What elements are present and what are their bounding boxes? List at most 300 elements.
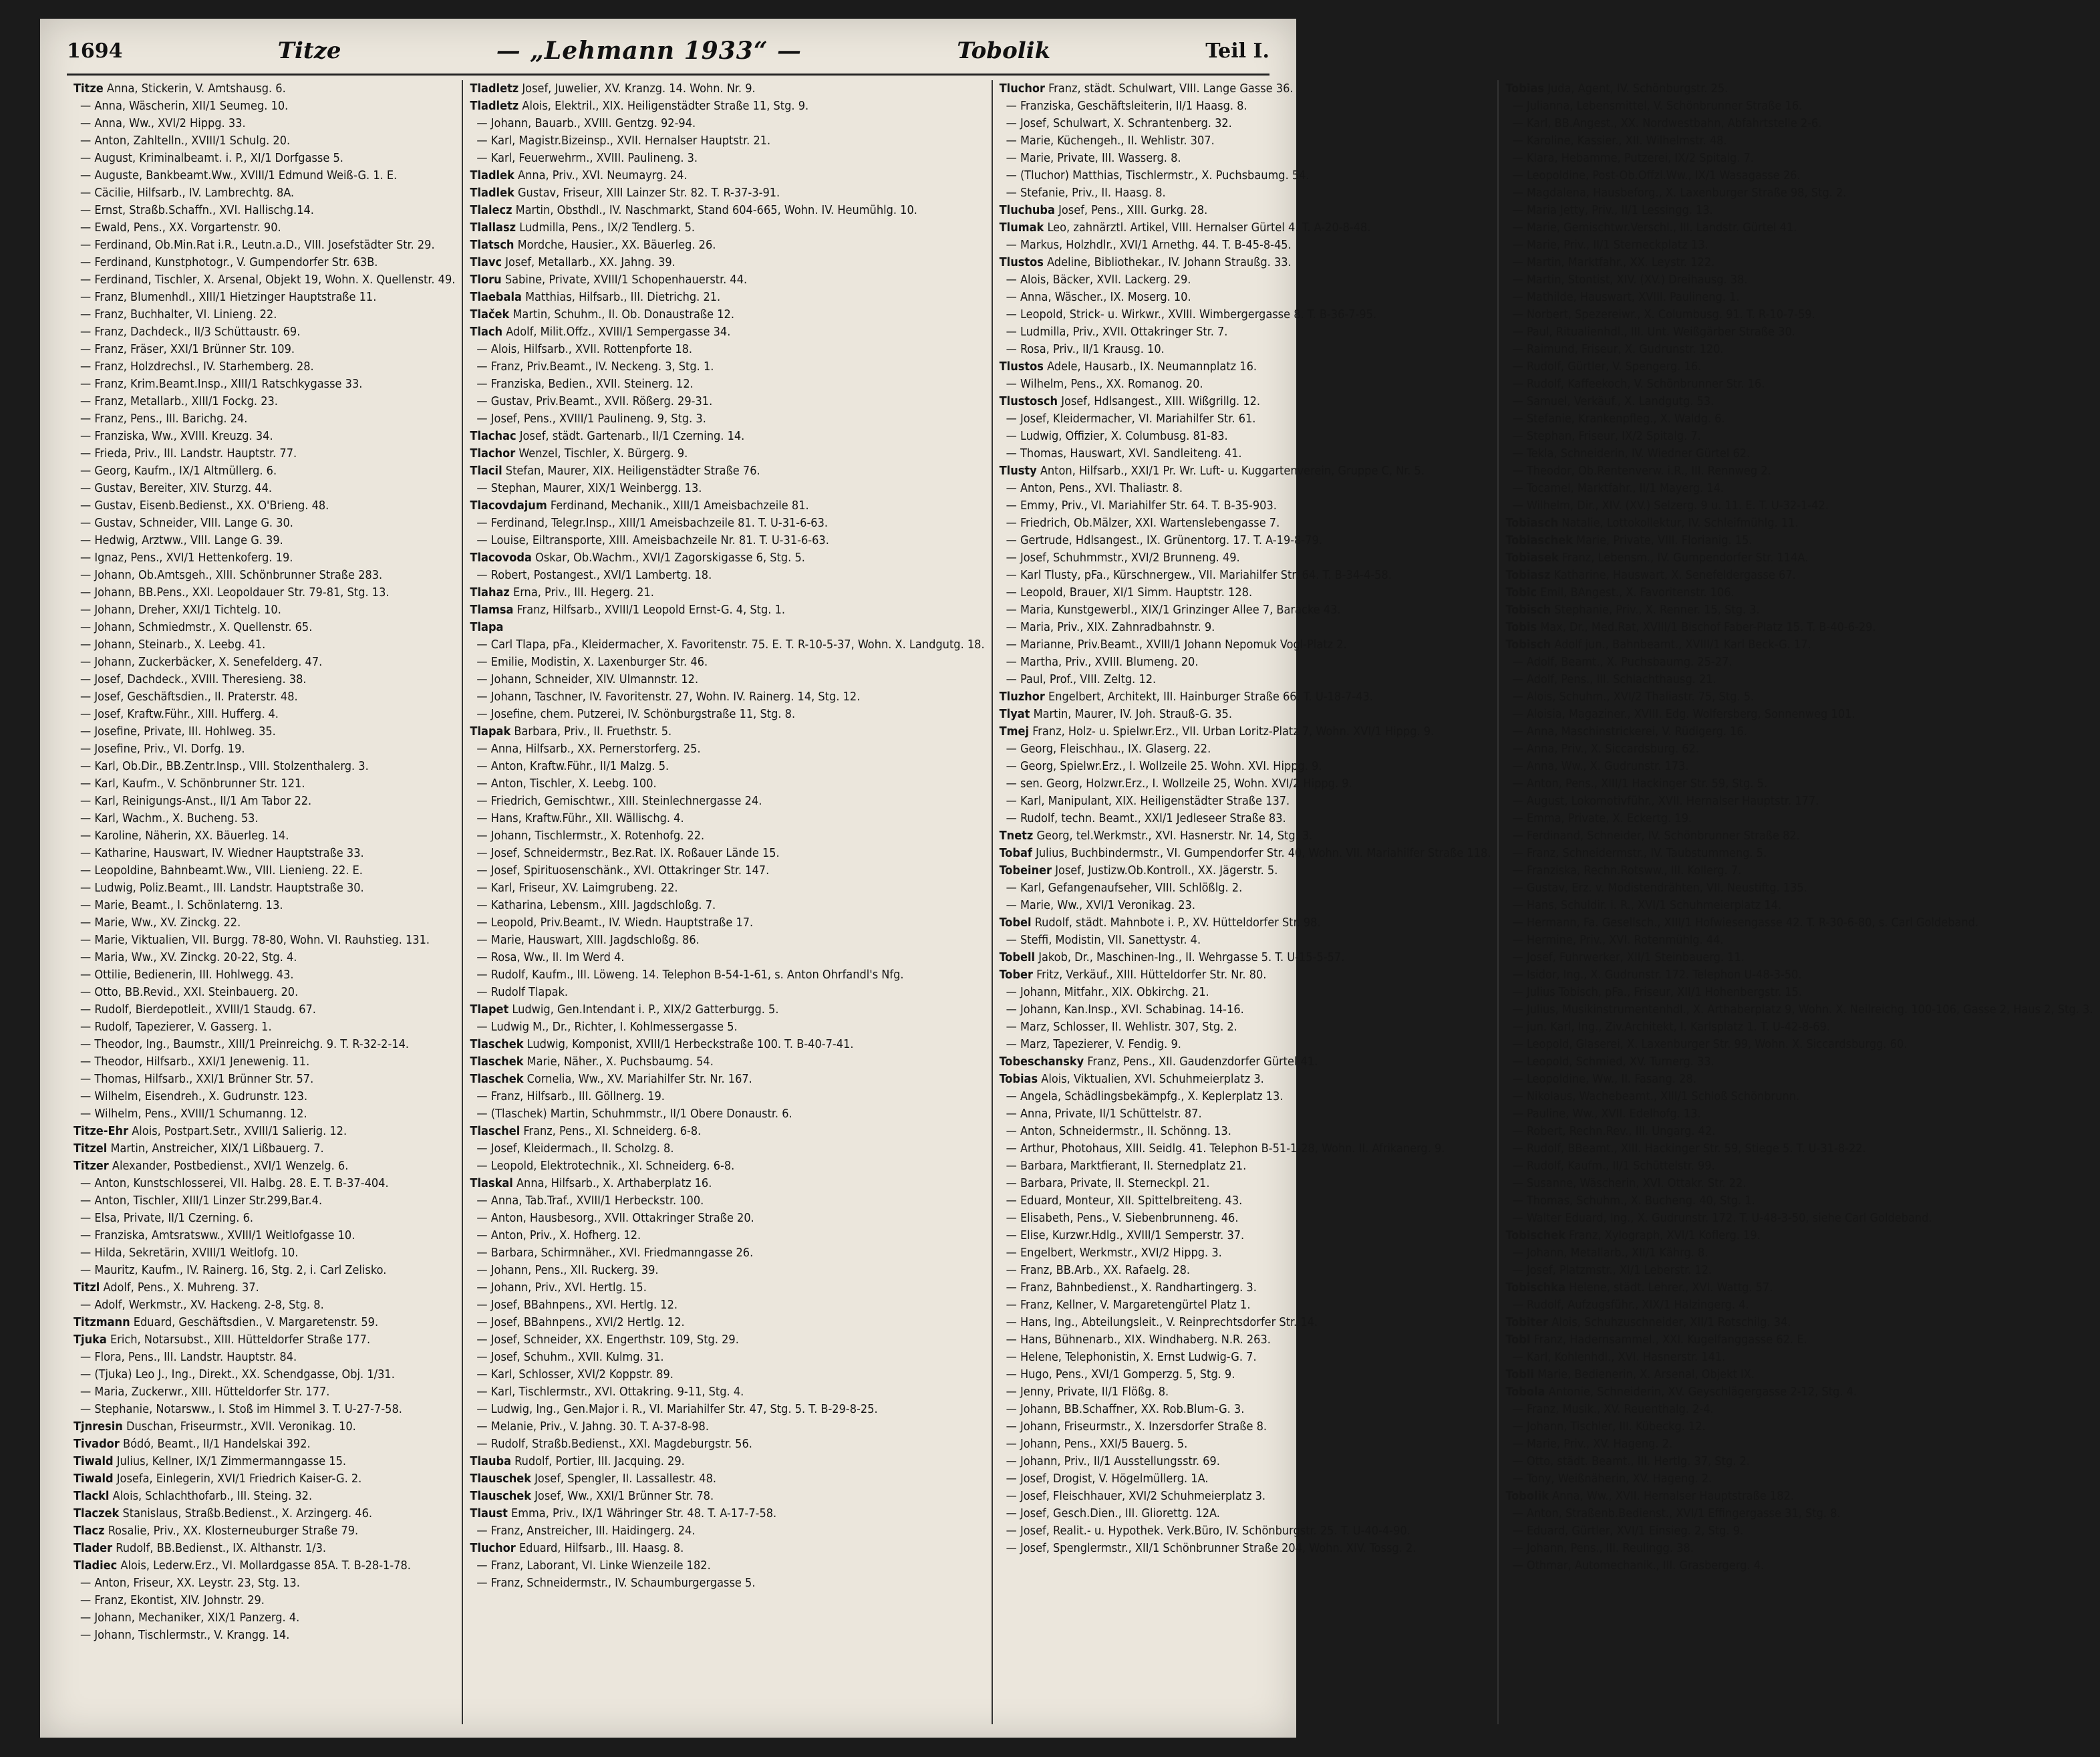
directory-entry [1505,1053,2093,1071]
directory-entry [470,98,984,115]
directory-entry [1505,949,2093,966]
directory-entry [73,1140,455,1158]
entry-text: — Wilhelm, Pens., XX. Romanog. 20. [1006,377,1203,391]
entry-text: Franz, Hilfsarb., XVIII/1 Leopold Ernst-G. 4, Stg. 1. [516,603,786,617]
entry-text: — Josef, Gesch.Dien., III. Gliorettg. 12A. [1006,1506,1220,1520]
directory-entry [1505,289,2093,306]
entry-surname: Tlacovdajum [470,499,547,513]
entry-surname: Tivador [73,1437,120,1451]
entry-surname: Titzel [73,1141,108,1156]
directory-entry [1505,202,2093,219]
entry-text: Gustav, Friseur, XIII Lainzer Str. 82. T. R-37-3-91. [518,186,780,200]
entry-text: Bódó, Beamt., II/1 Handelskai 392. [122,1437,311,1451]
entry-text: — Robert, Rechn.Rev., III. Ungarg. 42. [1512,1124,1716,1138]
directory-entry [1000,636,1491,654]
directory-entry [1000,393,1491,410]
entry-text: Marie, Näher., X. Puchsbaumg. 54. [527,1055,714,1069]
directory-entry [73,949,455,966]
entry-text: — Josef, BBahnpens., XVI/2 Hertlg. 12. [476,1315,685,1329]
entry-text: — Karl, Kaufm., V. Schönbrunner Str. 121. [80,777,305,791]
entry-surname: Tlusty [999,464,1037,478]
directory-entry [1505,1401,2093,1418]
directory-entry [73,1227,455,1244]
entry-text: Josef, Metallarb., XX. Jahng. 39. [505,255,676,269]
directory-entry [1505,1019,2093,1036]
directory-entry [1505,219,2093,237]
directory-page [40,19,2093,1738]
entry-text: Erich, Notarsubst., XIII. Hütteldorfer Straße 177. [110,1333,371,1347]
entry-text: — Marie, Priv., XV. Hageng. 2. [1512,1437,1673,1451]
entry-text: Georg, tel.Werkmstr., XVI. Hasnerstr. Nr. 14, Stg. 3. [1036,829,1313,843]
entry-text: — Otto, BB.Revid., XXI. Steinbauerg. 20. [80,985,299,999]
entry-text: — Franz, Laborant, VI. Linke Wienzeile 182. [476,1559,711,1573]
entry-text: — Franz, Metallarb., XIII/1 Fockg. 23. [80,394,278,408]
directory-entry [470,1036,984,1053]
directory-entry [470,306,984,323]
directory-entry [1505,1088,2093,1105]
directory-entry [1000,845,1491,862]
entry-text: — Georg, Kaufm., IX/1 Altmüllerg. 6. [80,464,277,478]
entry-text: — Maria, Ww., XV. Zinckg. 20-22, Stg. 4. [80,950,297,964]
entry-text: — Josef, Geschäftsdien., II. Praterstr. 48. [80,690,298,704]
entry-text: — Stephan, Friseur, IX/2 Spitalg. 7. [1512,429,1701,443]
entry-text: — Marie, Viktualien, VII. Burgg. 78-80, Wohn. VI. Rauhstieg. 131. [80,933,430,947]
entry-surname: Titze [73,82,104,96]
directory-entry [1505,671,2093,688]
entry-text: — Franz, Priv.Beamt., IV. Neckeng. 3, Stg. 1. [476,360,714,374]
directory-entry [1000,98,1491,115]
directory-entry [470,1436,984,1453]
entry-text: — Stephanie, Notarsww., I. Stoß im Himmel 3. T. U-27-7-58. [80,1402,402,1416]
entry-text: Jakob, Dr., Maschinen-Ing., II. Wehrgasse 5. T. U-15-5-57. [1038,950,1345,964]
directory-entry [73,1592,455,1609]
entry-text: — Karl, Tischlermstr., XVI. Ottakring. 9-11, Stg. 4. [476,1385,744,1399]
directory-entry [73,1557,455,1575]
directory-entry [1505,567,2093,584]
entry-text: — Klara, Hebamme, Putzerei, IX/2 Spitalg. 7. [1512,151,1755,165]
entry-text: — Leopold, Glaserei, X. Laxenburger Str. 99, Wohn. X. Siccardsburgg. 60. [1512,1037,1908,1051]
directory-entry [73,167,455,184]
entry-text: — Hans, Bühnenarb., XIX. Windhaberg. N.R. 263. [1006,1333,1271,1347]
entry-text: Adolf, Milit.Offz., XVIII/1 Sempergasse 34. [506,325,731,339]
directory-entry [1000,671,1491,688]
directory-entry [1505,376,2093,393]
directory-entry [73,132,455,150]
entry-text: Engelbert, Architekt, III. Hainburger Straße 66. T. U-18-7-43. [1048,690,1373,704]
entry-text: — Rudolf, Gürtler, V. Spengerg. 16. [1512,360,1702,374]
directory-entry [73,1470,455,1488]
entry-text: — Barbara, Private, II. Sterneckpl. 21. [1006,1176,1210,1190]
directory-entry [73,1105,455,1123]
entry-text: — Anna, Private, II/1 Schüttelstr. 87. [1006,1107,1202,1121]
directory-entry [1000,219,1491,237]
entry-surname: Tobis [1505,620,1537,634]
entry-text: Franz, Hadernsammel., XXI. Kugelfanggasse 62. E. [1533,1333,1807,1347]
directory-entry [470,1140,984,1158]
entry-surname: Tobischek [1505,1228,1565,1242]
entry-text: — Josef, BBahnpens., XVI. Hertlg. 12. [476,1298,678,1312]
entry-text: — Hilda, Sekretärin, XVIII/1 Weitlofg. 10. [80,1246,299,1260]
entry-text: — Ignaz, Pens., XVI/1 Hettenkoferg. 19. [80,551,293,565]
directory-entry [470,462,984,480]
entry-text: — Josef, Kleidermacher, VI. Mariahilfer Str. 61. [1006,412,1256,426]
entry-surname: Tiwald [73,1472,114,1486]
directory-entry [1000,150,1491,167]
entry-surname: Tobaf [999,846,1032,860]
directory-entry [470,271,984,289]
entry-text: — Josef, Platzmstr., XI/1 Leberstr. 12. [1512,1263,1712,1277]
directory-entry [470,1053,984,1071]
entry-surname: Tobiasch [1505,516,1559,530]
entry-text: — Johann, Bauarb., XVIII. Gentzg. 92-94. [476,116,696,130]
directory-entry [470,445,984,462]
entry-text: — Karl, Wachm., X. Bucheng. 53. [80,811,259,825]
entry-text: Alexander, Postbedienst., XVI/1 Wenzelg. 6. [112,1159,349,1173]
entry-text: — Ludwig, Ing., Gen.Major i. R., VI. Mariahilfer Str. 47, Stg. 5. T. B-29-8-25. [476,1402,878,1416]
entry-text: — Josef, Kleidermach., II. Scholzg. 8. [476,1141,674,1156]
entry-text: — Rudolf, Bierdepotleit., XVIII/1 Staudg. 67. [80,1002,316,1017]
entry-text: — Gustav, Schneider, VIII. Lange G. 30. [80,516,293,530]
entry-text: — Marianne, Priv.Beamt., XVIII/1 Johann Nepomuk Vogl-Platz 2. [1006,638,1347,652]
directory-entry [1505,740,2093,758]
entry-text: — Franz, Anstreicher, III. Haidingerg. 24. [476,1524,696,1538]
directory-entry [470,393,984,410]
directory-entry [1000,271,1491,289]
directory-entry [470,341,984,358]
entry-text: Ludwig, Komponist, XVIII/1 Herbeckstraße 100. T. B-40-7-41. [527,1037,854,1051]
entry-text: — Martha, Priv., XVIII. Blumeng. 20. [1006,655,1199,669]
directory-entry [1505,827,2093,845]
entry-surname: Tlader [73,1541,113,1555]
entry-text: — Anton, Pens., XVI. Thaliastr. 8. [1006,481,1183,495]
directory-entry [73,1244,455,1262]
column-1 [67,80,463,1724]
directory-entry [470,740,984,758]
entry-text: — Johann, Metallarb., XII/1 Kährg. 8. [1512,1246,1708,1260]
entry-text: — Franz, Schneidermstr., IV. Taubstummeng. 5. [1512,846,1767,860]
column-2 [463,80,992,1724]
entry-surname: Tladlek [470,186,514,200]
page-number: 1694 [67,39,123,63]
directory-entry [1505,549,2093,567]
directory-entry [1000,1331,1491,1349]
entry-text: — Rudolf, Kaffeekoch, V. Schönbrunner Str. 16. [1512,377,1765,391]
entry-text: — Eduard, Gürtler, XVI/1 Einsieg. 2, Stg. 9. [1512,1524,1744,1538]
directory-entry [1000,1210,1491,1227]
entry-text: Julius, Buchbindermstr., VI. Gumpendorfer Str. 40, Wohn. VII. Mariahilfer Straße 118. [1036,846,1491,860]
directory-entry [470,827,984,845]
page-header [67,31,1269,71]
directory-entry [73,914,455,932]
entry-text: Alois, Viktualien, XVI. Schuhmeierplatz 3. [1041,1072,1264,1086]
entry-text: — Franz, Holzdrechsl., IV. Starhemberg. 28. [80,360,314,374]
directory-entry [1505,758,2093,775]
directory-entry [1505,1314,2093,1331]
directory-entry [1505,654,2093,671]
entry-text: Adele, Hausarb., IX. Neumannplatz 16. [1047,360,1257,374]
directory-entry [1000,740,1491,758]
entry-text: — Josef, Spirituosenschänk., XVI. Ottakringer Str. 147. [476,863,770,877]
entry-text: — Anna, Hilfsarb., XX. Pernerstorferg. 25. [476,742,701,756]
directory-entry [1000,862,1491,880]
entry-text: — Stefanie, Krankenpfleg., X. Waldg. 6. [1512,412,1725,426]
directory-entry [470,567,984,584]
directory-entry [470,1540,984,1557]
directory-entry [73,1297,455,1314]
entry-surname: Titzer [73,1159,109,1173]
entry-text: — Gertrude, Hdlsangest., IX. Grünentorg. 17. T. A-19-8-79. [1006,533,1323,547]
entry-text: — Ferdinand, Kunstphotogr., V. Gumpendorfer Str. 63B. [80,255,378,269]
directory-entry [1505,1262,2093,1279]
directory-entry [73,758,455,775]
entry-text: — Franz, Pens., III. Barichg. 24. [80,412,248,426]
entry-text: — Josef, Schuhm., XVII. Kulmg. 31. [476,1350,664,1364]
entry-text: — Ferdinand, Ob.Min.Rat i.R., Leutn.a.D., VIII. Josefstädter Str. 29. [80,238,435,252]
directory-entry [470,237,984,254]
entry-surname: Titzmann [73,1315,130,1329]
entry-surname: Tladiec [73,1559,118,1573]
directory-entry [1505,480,2093,497]
directory-entry [470,984,984,1001]
directory-entry [1505,1522,2093,1540]
directory-entry [73,1418,455,1436]
entry-surname: Tobisch [1505,638,1551,652]
entry-surname: Tjuka [73,1333,107,1347]
directory-entry [1000,584,1491,601]
entry-text: — Arthur, Photohaus, XIII. Seidlg. 41. Telephon B-51-1-28, Wohn. II. Afrikanerg. 9. [1006,1141,1445,1156]
directory-entry [1000,1401,1491,1418]
column-4 [1499,80,2099,1724]
entry-text: Alois, Elektril., XIX. Heiligenstädter Straße 11, Stg. 9. [522,99,809,113]
entry-text: — Ferdinand, Telegr.Insp., XIII/1 Ameisbachzeile 81. T. U-31-6-63. [476,516,829,530]
entry-text: — Elisabeth, Pens., V. Siebenbrunneng. 46. [1006,1211,1239,1225]
entry-text: — Cäcilie, Hilfsarb., IV. Lambrechtg. 8A. [80,186,295,200]
directory-entry [1505,897,2093,914]
entry-surname: Tlauschek [470,1472,531,1486]
directory-entry [470,1418,984,1436]
entry-text: — Franz, Krim.Beamt.Insp., XIII/1 Ratschkygasse 33. [80,377,363,391]
entry-text: — Leopold, Brauer, XI/1 Simm. Hauptstr. 128. [1006,585,1253,599]
entry-surname: Tobli [1505,1367,1534,1381]
entry-surname: Tladlek [470,168,514,182]
entry-text: — Franz, Ekontist, XIV. Johnstr. 29. [80,1593,265,1607]
entry-surname: Tiwald [73,1454,114,1468]
directory-entry [1000,932,1491,949]
entry-text: — Gustav, Bereiter, XIV. Sturzg. 44. [80,481,273,495]
entry-text: Juda, Agent, IV. Schönburgstr. 25. [1547,82,1729,96]
entry-text: — Ludwig, Offizier, X. Columbusg. 81-83. [1006,429,1228,443]
entry-text: Ferdinand, Mechanik., XIII/1 Ameisbachzeile 81. [550,499,809,513]
entry-surname: Tlahaz [470,585,510,599]
entry-text: Rudolf, Portier, III. Jacquing. 29. [514,1454,685,1468]
directory-entry [73,654,455,671]
directory-entry [470,289,984,306]
entry-surname: Titze-Ehr [73,1124,129,1138]
entry-text: Franz, Pens., XII. Gaudenzdorfer Gürtel 41. [1087,1055,1318,1069]
directory-entry [1505,1279,2093,1297]
directory-entry [73,1071,455,1088]
entry-text: Emma, Priv., IX/1 Währinger Str. 48. T. A-17-7-58. [511,1506,777,1520]
entry-text: — Hans, Ing., Abteilungsleit., V. Reinprechtsdorfer Str. 14. [1006,1315,1318,1329]
entry-text: — Alois, Bäcker, XVII. Lackerg. 29. [1006,273,1191,287]
directory-entry [1505,1105,2093,1123]
directory-entry [470,1175,984,1192]
directory-entry [73,445,455,462]
directory-entry [1505,271,2093,289]
entry-text: — Friedrich, Ob.Mälzer, XXI. Wartenslebengasse 7. [1006,516,1280,530]
entry-text: Anna, Ww., XVII. Hernalser Hauptstraße 182. [1552,1489,1794,1503]
entry-surname: Tlustos [999,360,1044,374]
directory-entry [1000,1019,1491,1036]
directory-entry [73,1505,455,1522]
directory-title: — „Lehmann 1933“ — [496,37,802,65]
entry-text: — Anna, Wäscher., IX. Moserg. 10. [1006,290,1191,304]
entry-text: — Helene, Telephonistin, X. Ernst Ludwig-G. 7. [1006,1350,1257,1364]
entry-text: — Franz, Hilfsarb., III. Göllnerg. 19. [476,1089,665,1103]
directory-entry [1505,706,2093,723]
entry-text: Martin, Schuhm., II. Ob. Donaustraße 12. [512,307,734,321]
directory-entry [470,1505,984,1522]
directory-entry [1000,1105,1491,1123]
entry-surname: Tlapak [470,724,511,738]
entry-text: — Friedrich, Gemischtwr., XIII. Steinlechnergasse 24. [476,794,762,808]
directory-entry [73,98,455,115]
entry-text: Julius, Kellner, IX/1 Zimmermanngasse 15. [116,1454,347,1468]
entry-text: — Eduard, Monteur, XII. Spittelbreiteng. 43. [1006,1194,1243,1208]
directory-entry [73,1314,455,1331]
directory-entry [1000,810,1491,827]
entry-text: — Barbara, Schirmnäher., XVI. Friedmanngasse 26. [476,1246,754,1260]
entry-text: — Emilie, Modistin, X. Laxenburger Str. 46. [476,655,708,669]
entry-surname: Tlavc [470,255,502,269]
entry-text: — (Tlaschek) Martin, Schuhmmstr., II/1 Obere Donaustr. 6. [476,1107,792,1121]
directory-entry [1000,688,1491,706]
directory-entry [1505,98,2093,115]
entry-text: — Rudolf Tlapak. [476,985,569,999]
entry-surname: Tlalecz [470,203,512,217]
entry-text: Helene, städt. Lehrer., XVI. Wattg. 57. [1569,1280,1773,1295]
entry-surname: Tlaschek [470,1072,524,1086]
entry-text: — Marie, Gemischtwr.Verschl., III. Landstr. Gürtel 41. [1512,221,1797,235]
directory-entry [470,1331,984,1349]
entry-text: — Karoline, Kassier., XII. Wilhelmstr. 48. [1512,134,1727,148]
directory-entry [1505,723,2093,740]
entry-text: — Marie, Ww., XVI/1 Veronikag. 23. [1006,898,1195,912]
entry-surname: Tlach [470,325,503,339]
entry-text: — Frieda, Priv., III. Landstr. Hauptstr. 77. [80,446,297,460]
entry-text: Franz, städt. Schulwart, VIII. Lange Gasse 36. [1048,82,1294,96]
directory-entry [470,254,984,271]
entry-text: — Angela, Schädlingsbekämpfg., X. Keplerplatz 13. [1006,1089,1284,1103]
directory-entry [1505,184,2093,202]
directory-entry [470,549,984,567]
directory-entry [73,480,455,497]
directory-entry [470,150,984,167]
directory-entry [1000,654,1491,671]
directory-entry [1505,445,2093,462]
left-guide-word: Titze [277,37,341,64]
entry-text: — Anna, Ww., X. Gudrunstr. 173. [1512,759,1689,773]
entry-surname: Tobolik [1505,1489,1549,1503]
entry-text: Cornelia, Ww., XV. Mariahilfer Str. Nr. 167. [527,1072,752,1086]
entry-text: — Anton, Kunstschlosserei, VII. Halbg. 28. E. T. B-37-404. [80,1176,389,1190]
directory-entry [73,1383,455,1401]
entry-text: — Martin, Stontist, XIV. (XV.) Dreihausg. 38. [1512,273,1748,287]
directory-entry [73,184,455,202]
entry-text: Sabine, Private, XVIII/1 Schopenhauerstr. 44. [504,273,748,287]
directory-entry [1000,1366,1491,1383]
entry-text: — Georg, Spielwr.Erz., I. Wollzeile 25. Wohn. XVI. Hippg. 9. [1006,759,1322,773]
entry-surname: Tobischka [1505,1280,1565,1295]
directory-entry [470,966,984,984]
directory-entry [73,880,455,897]
entry-surname: Tlachac [470,429,516,443]
directory-entry [1505,1244,2093,1262]
entry-text: — Leopoldine, Post-Ob.Offzl.Ww., IX/1 Wasagasse 26. [1512,168,1801,182]
directory-entry [1505,1436,2093,1453]
entry-text: Alois, Postpart.Setr., XVIII/1 Salierig. 12. [132,1124,347,1138]
directory-entry [1000,1244,1491,1262]
entry-text: — Nikolaus, Wachebeamt., XIII/1 Schloß Schönbrunn. [1512,1089,1800,1103]
directory-entry [470,497,984,515]
directory-entry [1000,1123,1491,1140]
entry-text: — Karoline, Näherin, XX. Bäuerleg. 14. [80,829,289,843]
directory-entry [1000,480,1491,497]
entry-text: — Gustav, Priv.Beamt., XVII. Rößerg. 29-31. [476,394,713,408]
entry-text: — Josef, Realit.- u. Hypothek. Verk.Büro, IV. Schönburgstr. 25. T. U-40-4-90. [1006,1524,1410,1538]
entry-text: — Johann, Tischlermstr., X. Rotenhofg. 22. [476,829,705,843]
directory-entry [470,1401,984,1418]
directory-entry [1000,706,1491,723]
directory-entry [1505,584,2093,601]
entry-text: — Tony, Weißnäherin, XV. Hageng. 2. [1512,1472,1712,1486]
directory-entry [1000,1279,1491,1297]
entry-text: Max, Dr., Med.Rat, XVIII/1 Bischof Faber-Platz 15. T. B-40-6-29. [1540,620,1876,634]
directory-entry [73,497,455,515]
directory-entry [1505,1227,2093,1244]
directory-entry [1505,1331,2093,1349]
directory-entry [470,758,984,775]
entry-text: — Karl, Kohlenhdl., XVI. Hasnerstr. 141. [1512,1350,1726,1364]
directory-entry [1505,462,2093,480]
directory-entry [1000,1192,1491,1210]
entry-text: Franz, Holz- u. Spielwr.Erz., VII. Urban Loritz-Platz 7, Wohn. XVI/1 Hippg. 9. [1032,724,1435,738]
entry-text: — Anton, Pens., XIII/1 Hackinger Str. 59, Stg. 5. [1512,777,1768,791]
directory-entry [1505,984,2093,1001]
entry-text: — Karl, Feuerwehrm., XVIII. Paulineng. 3. [476,151,698,165]
entry-surname: Tlaskal [470,1176,513,1190]
directory-entry [1000,376,1491,393]
directory-entry [470,1522,984,1540]
directory-entry [470,862,984,880]
directory-entry [1000,1436,1491,1453]
directory-entry [470,1105,984,1123]
entry-text: — Isidor, Ing., X. Gudrunstr. 172. Telephon U-48-3-50. [1512,968,1802,982]
directory-entry [1000,202,1491,219]
entry-text: — Tekla, Schneiderin, IV. Wiedner Gürtel 62. [1512,446,1751,460]
directory-entry [470,775,984,793]
entry-text: — Franz, Musik., XV. Reuenthalg. 2-4. [1512,1402,1714,1416]
directory-entry [73,1175,455,1192]
entry-text: — Johann, Dreher, XXI/1 Tichtelg. 10. [80,603,281,617]
entry-text: Josef, städt. Gartenarb., II/1 Czerning. 14. [519,429,745,443]
directory-entry [470,601,984,619]
directory-entry [1000,1158,1491,1175]
entry-text: Ludwig, Gen.Intendant i. P., XIX/2 Gatterburgg. 5. [512,1002,779,1017]
entry-text: Martin, Anstreicher, XIX/1 Lißbauerg. 7. [110,1141,324,1156]
entry-surname: Tlustosch [999,394,1058,408]
directory-entry [470,880,984,897]
